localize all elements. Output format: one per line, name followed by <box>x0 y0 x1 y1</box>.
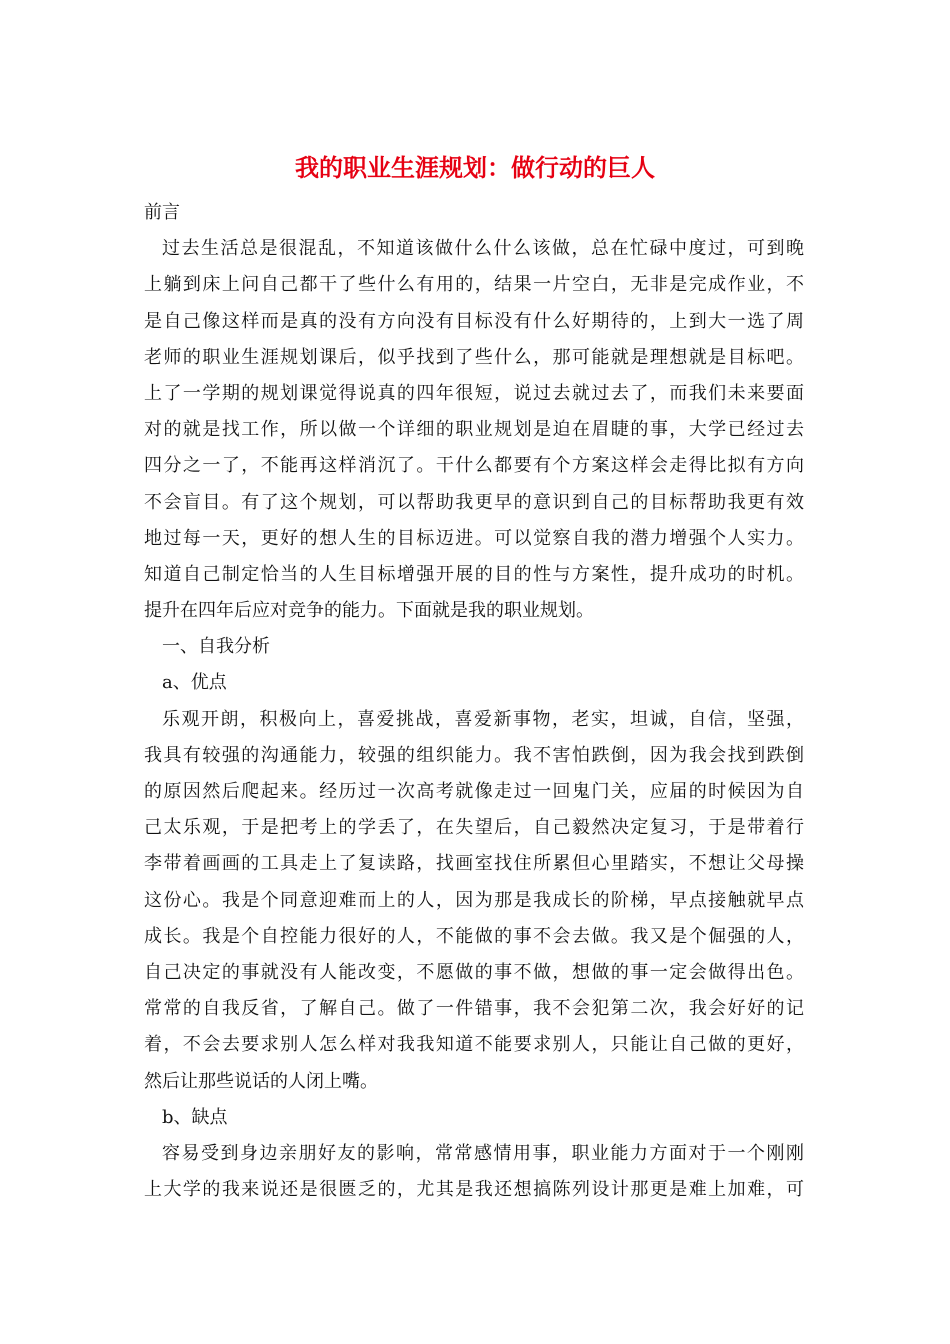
paragraph-line: 上大学的我来说还是很匮乏的，尤其是我还想搞陈列设计那更是难上加难，可 <box>144 1179 804 1201</box>
paragraph-line: 的原因然后爬起来。经历过一次高考就像走过一回鬼门关，应届的时候因为自 <box>144 781 804 802</box>
paragraph-line: 知道自己制定恰当的人生目标增强开展的目的性与方案性，提升成功的时机。 <box>144 563 804 585</box>
paragraph-line: 老师的职业生涯规划课后，似乎找到了些什么，那可能就是理想就是目标吧。 <box>144 346 804 368</box>
paragraph-line: 这份心。我是个同意迎难而上的人，因为那是我成长的阶梯，早点接触就早点 <box>144 889 804 911</box>
document-title: 我的职业生涯规划：做行动的巨人 <box>295 153 655 182</box>
paragraph-line: 乐观开朗，积极向上，喜爱挑战，喜爱新事物，老实，坦诚，自信，坚强， <box>162 708 804 730</box>
paragraph-line: 上了一学期的规划课觉得说真的四年很短，说过去就过去了，而我们未来要面 <box>144 382 804 404</box>
paragraph-line: 过去生活总是很混乱，不知道该做什么什么该做，总在忙碌中度过，可到晚 <box>162 238 804 260</box>
paragraph-line: 地过每一天，更好的想人生的目标迈进。可以觉察自我的潜力增强个人实力。 <box>144 527 804 549</box>
subheading-strengths: a、优点 <box>162 672 227 694</box>
paragraph-line: 提升在四年后应对竞争的能力。下面就是我的职业规划。 <box>144 600 594 622</box>
paragraph-line: 我具有较强的沟通能力，较强的组织能力。我不害怕跌倒，因为我会找到跌倒 <box>144 744 804 766</box>
section-heading-self-analysis: 一、自我分析 <box>162 636 270 658</box>
paragraph-line: 四分之一了，不能再这样消沉了。干什么都要有个方案这样会走得比拟有方向 <box>144 455 804 477</box>
paragraph-line: 是自己像这样而是真的没有方向没有目标没有什么好期待的，上到大一选了周 <box>144 310 804 332</box>
paragraph-line: 上躺到床上问自己都干了些什么有用的，结果一片空白，无非是完成作业，不 <box>144 274 804 296</box>
section-heading-preface: 前言 <box>144 202 180 223</box>
document-body <box>144 195 804 1208</box>
paragraph-line: 自己决定的事就没有人能改变，不愿做的事不做，想做的事一定会做得出色。 <box>144 961 804 983</box>
paragraph-line: 着，不会去要求别人怎么样对我我知道不能要求别人，只能让自己做的更好， <box>144 1034 804 1056</box>
paragraph-line: 己太乐观，于是把考上的学丢了，在失望后，自己毅然决定复习，于是带着行 <box>144 817 804 839</box>
subheading-weaknesses: b、缺点 <box>162 1106 228 1128</box>
paragraph-line: 然后让那些说话的人闭上嘴。 <box>144 1070 378 1092</box>
paragraph-line: 常常的自我反省，了解自己。做了一件错事，我不会犯第二次，我会好好的记 <box>144 998 804 1020</box>
paragraph-line: 不会盲目。有了这个规划，可以帮助我更早的意识到自己的目标帮助我更有效 <box>144 491 804 513</box>
paragraph-line: 对的就是找工作，所以做一个详细的职业规划是迫在眉睫的事，大学已经过去 <box>144 419 804 441</box>
paragraph-line: 李带着画画的工具走上了复读路，找画室找住所累但心里踏实，不想让父母操 <box>144 853 804 875</box>
paragraph-line: 成长。我是个自控能力很好的人，不能做的事不会去做。我又是个倔强的人， <box>144 925 804 947</box>
paragraph-line: 容易受到身边亲朋好友的影响，常常感情用事，职业能力方面对于一个刚刚 <box>162 1142 804 1164</box>
